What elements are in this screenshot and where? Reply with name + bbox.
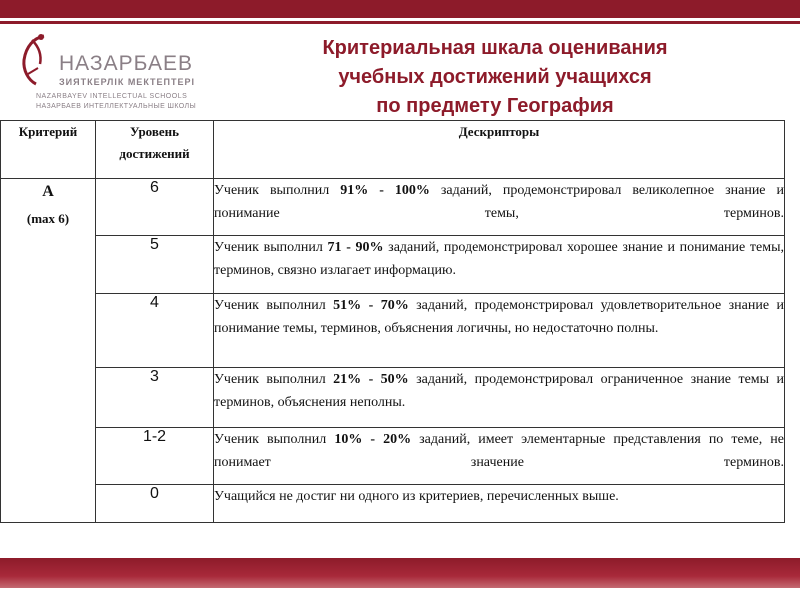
percent-dash: - [362, 432, 384, 447]
percent-from: 51% [333, 298, 362, 313]
descriptor-text: Ученик выполнил [214, 298, 334, 313]
table-row [1, 368, 785, 428]
logo-subtitle-kz: ЗИЯТКЕРЛІК МЕКТЕПТЕРІ [59, 77, 196, 87]
descriptor-cell [214, 236, 785, 294]
header-level-line-1: Уровень [129, 124, 180, 139]
percent-dash: - [341, 240, 356, 255]
criterion-letter: А [42, 183, 54, 200]
descriptor-cell [214, 294, 785, 368]
descriptor-text: заданий, продемонстрировал ограниченное знание темы и терминов, объяснения неполны. [214, 372, 784, 410]
descriptor-text: заданий, продемонстрировал великолепное знание и понимание темы, терминов. [214, 183, 785, 221]
descriptor-text: заданий, имеет элементарные представления по теме, не понимает значение терминов. [214, 432, 785, 470]
level-cell: 5 [96, 236, 214, 294]
criterion-cell [1, 179, 96, 523]
level-cell: 1-2 [96, 428, 214, 485]
level-cell: 3 [96, 368, 214, 428]
percent-from: 10% [334, 432, 363, 447]
level-cell: 0 [96, 485, 214, 523]
percent-to: 20% [383, 432, 412, 447]
descriptor-cell: Учащийся не достиг ни одного из критериев, перечисленных выше. [214, 485, 785, 523]
title-line-2: учебных достижений учащихся [338, 66, 652, 88]
header-criterion: Критерий [1, 121, 96, 179]
table-row [1, 485, 785, 523]
descriptor-text: Ученик выполнил [214, 183, 341, 198]
criteria-table [0, 120, 785, 523]
header-descriptors: Дескрипторы [214, 121, 785, 179]
school-logo [14, 30, 214, 112]
top-banner-line [0, 21, 800, 24]
logo-emblem-icon [14, 30, 64, 90]
logo-subtitle-ru: НАЗАРБАЕВ ИНТЕЛЛЕКТУАЛЬНЫЕ ШКОЛЫ [36, 103, 197, 110]
table-row [1, 428, 785, 485]
descriptor-text: Ученик выполнил [214, 372, 334, 387]
title-line-1: Критериальная шкала оценивания [322, 37, 668, 59]
percent-dash: - [368, 183, 395, 198]
top-banner-bar [0, 0, 800, 18]
descriptor-cell [214, 368, 785, 428]
logo-name: НАЗАРБАЕВ [59, 52, 193, 75]
level-cell: 6 [96, 179, 214, 236]
percent-dash: - [361, 298, 381, 313]
page-title [230, 34, 760, 121]
criterion-max: (max 6) [26, 211, 70, 226]
descriptor-cell [214, 179, 785, 236]
percent-from: 21% [333, 372, 362, 387]
percent-from: 91% [340, 183, 369, 198]
header-level [96, 121, 214, 179]
table-row [1, 179, 785, 236]
percent-from: 71 [327, 240, 342, 255]
level-cell: 4 [96, 294, 214, 368]
descriptor-text: Ученик выполнил [214, 240, 328, 255]
table-header-row [1, 121, 785, 179]
percent-to: 100% [394, 183, 430, 198]
bottom-margin [0, 588, 800, 600]
bottom-banner-bar [0, 558, 800, 588]
logo-subtitle-en: NAZARBAYEV INTELLECTUAL SCHOOLS [36, 93, 188, 100]
table-row [1, 236, 785, 294]
percent-to: 50% [380, 372, 409, 387]
percent-to: 90% [355, 240, 384, 255]
descriptor-text: заданий, продемонстрировал хорошее знание и понимание темы, терминов, связно излагает информацию. [214, 240, 785, 278]
title-line-3: по предмету География [376, 95, 614, 117]
percent-to: 70% [380, 298, 409, 313]
header-level-line-2: достижений [119, 146, 190, 161]
table-row [1, 294, 785, 368]
descriptor-text: Ученик выполнил [214, 432, 335, 447]
descriptor-text: заданий, продемонстрировал удовлетворительное знание и понимание темы, терминов, объяснения логичны, но недостаточно полны. [214, 298, 785, 336]
descriptor-cell [214, 428, 785, 485]
percent-dash: - [361, 372, 381, 387]
